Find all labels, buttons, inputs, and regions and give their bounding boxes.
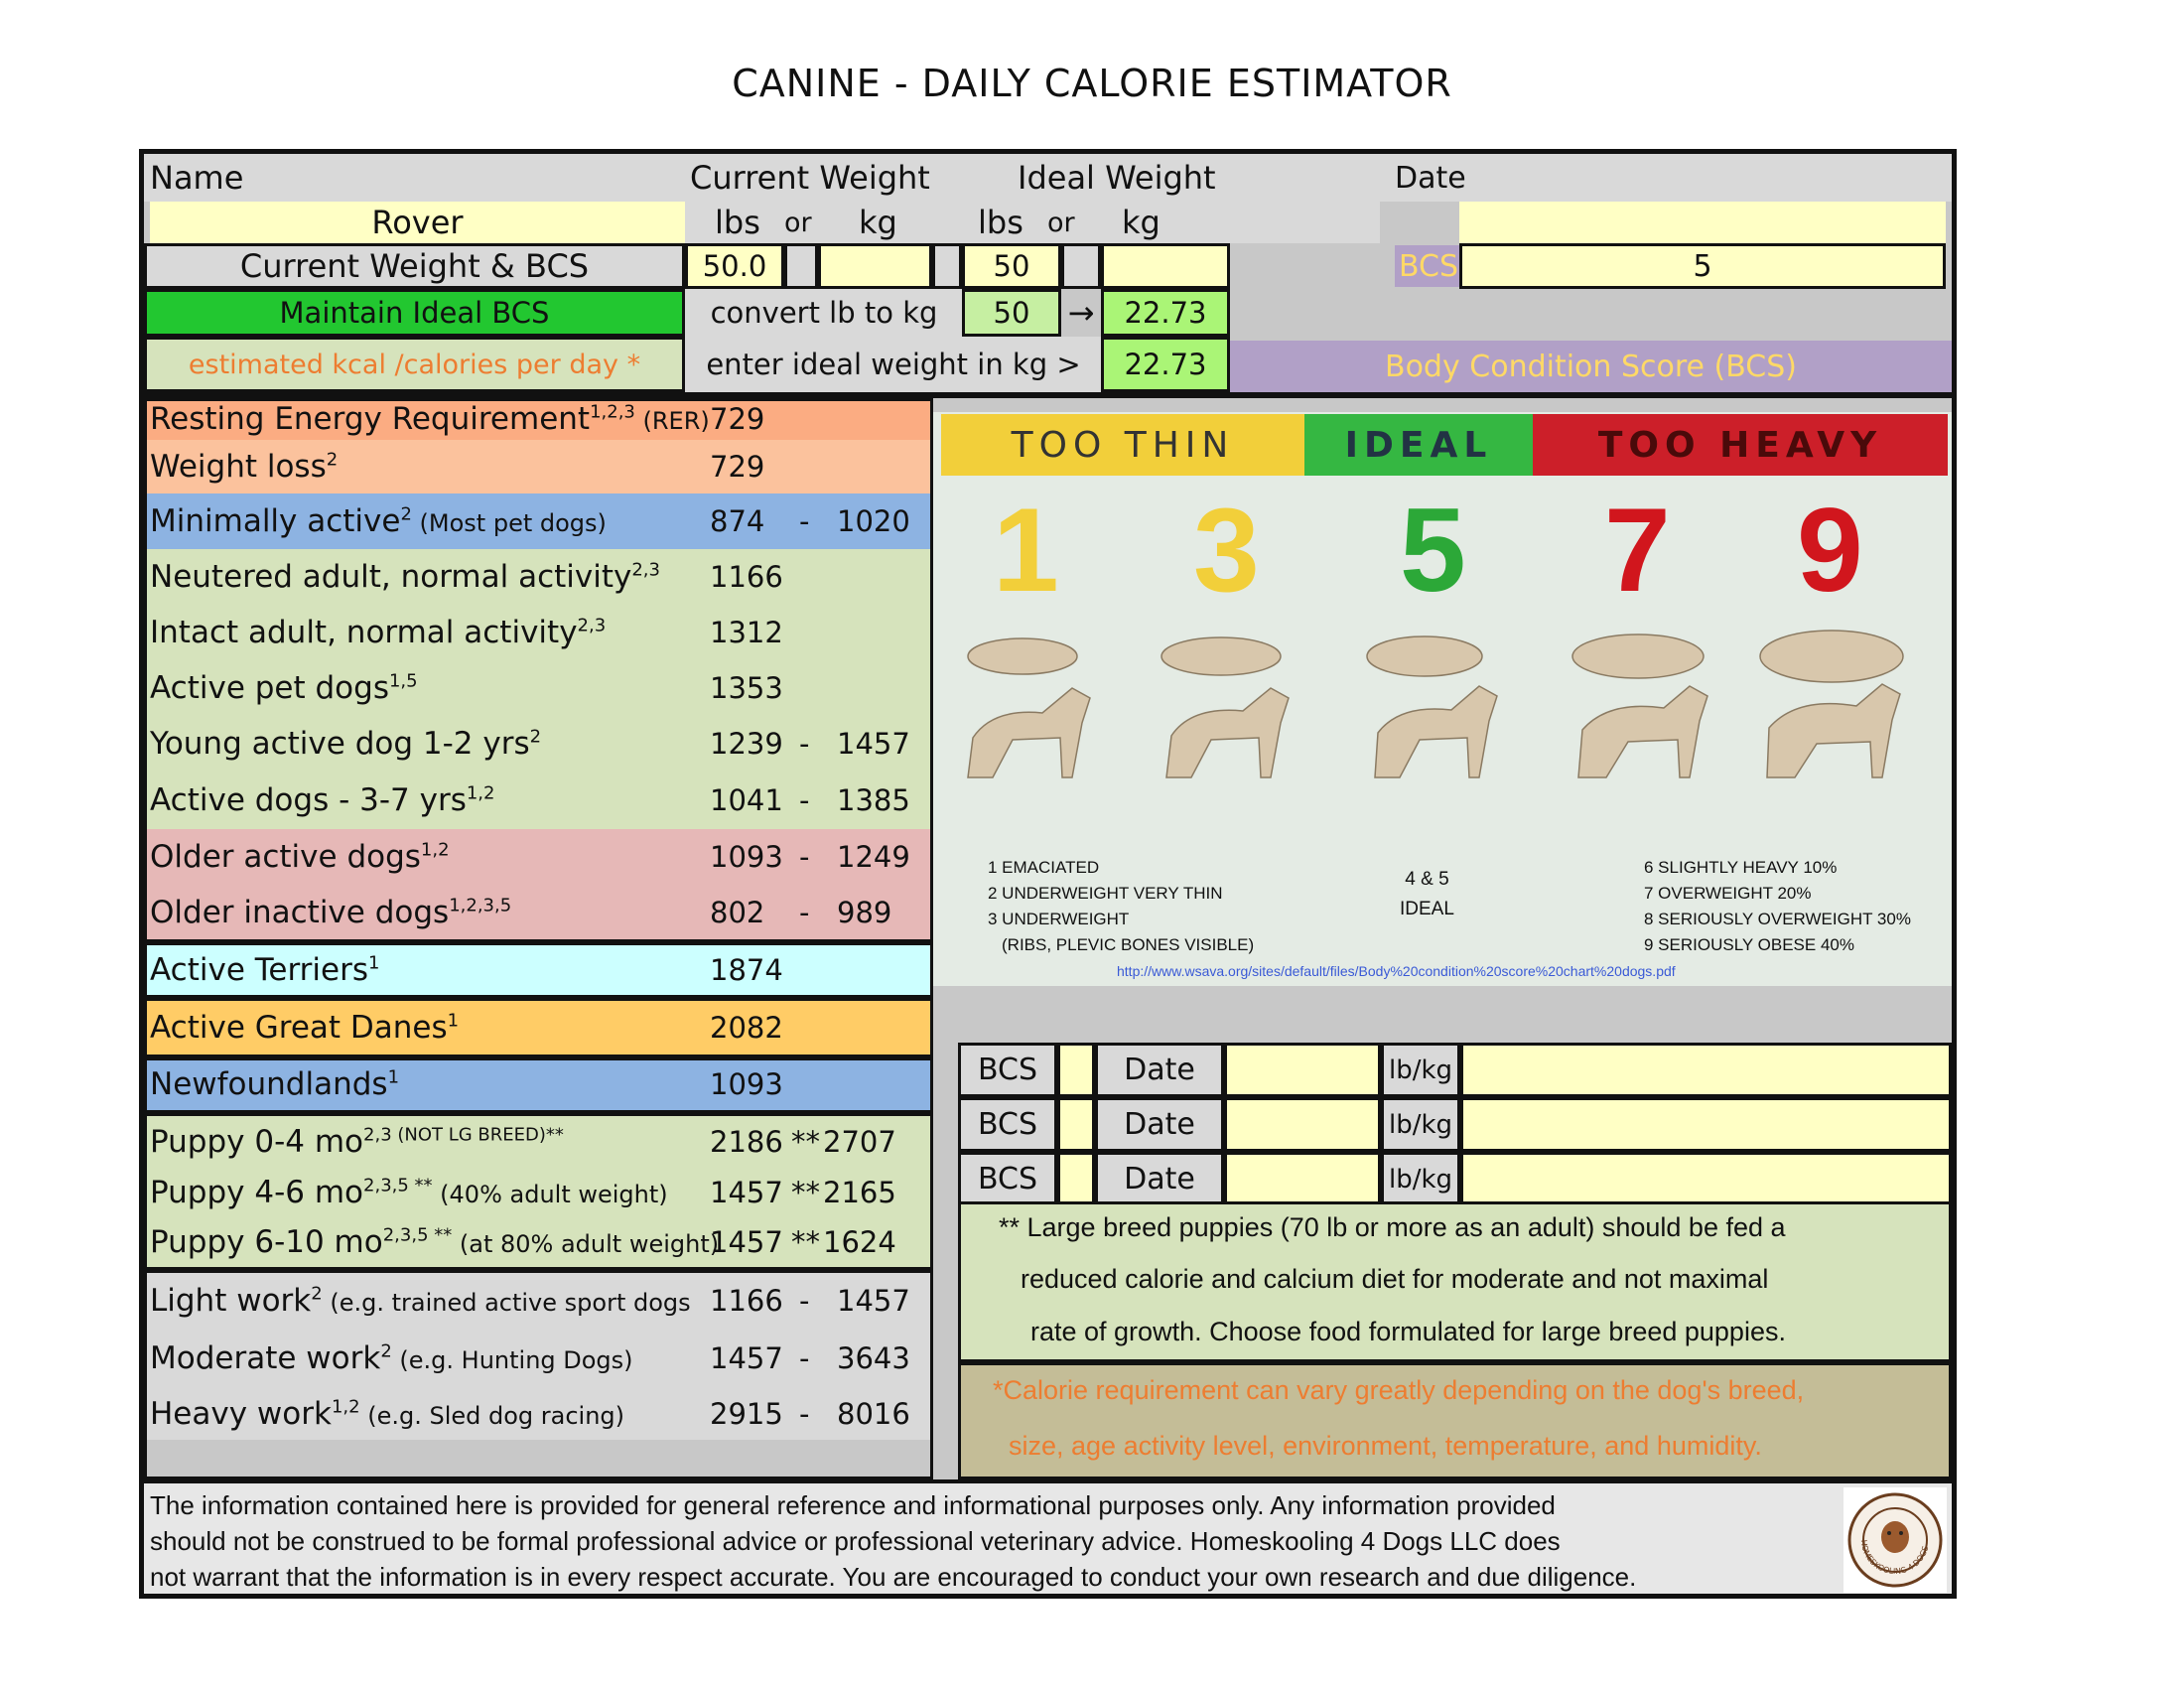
spacer: [784, 243, 818, 289]
row-label-footnote: 2: [529, 726, 542, 748]
row-low-value: 1457: [710, 1176, 783, 1209]
bcs-chart-title: Body Condition Score (BCS): [1230, 341, 1952, 392]
current-weight-kg-input[interactable]: [818, 243, 932, 289]
thin-notes: [988, 855, 1254, 958]
ideal-notes: [1400, 865, 1454, 924]
row-label-note: (at 80% adult weight): [452, 1230, 720, 1258]
row-separator: -: [799, 1284, 810, 1318]
note-line: 8 SERIOUSLY OVERWEIGHT 30%: [1644, 910, 1911, 928]
page-title: CANINE - DAILY CALORIE ESTIMATOR: [732, 62, 1452, 105]
row-group-border: [144, 398, 933, 942]
current-weight-label: Current Weight: [690, 159, 930, 197]
note-line: 1 EMACIATED: [988, 858, 1100, 877]
row-low-value: 1312: [710, 616, 783, 649]
note-line: 4 & 5: [1405, 869, 1449, 890]
note-line: rate of growth. Choose food formulated for large breed puppies.: [1030, 1317, 1786, 1346]
spacer: [932, 243, 962, 289]
row-separator: -: [799, 840, 810, 874]
row-separator: -: [799, 1397, 810, 1431]
row-label-note: (40% adult weight): [432, 1181, 668, 1208]
date-log-input[interactable]: [1224, 1097, 1381, 1152]
row-low-value: 1874: [710, 953, 783, 987]
bcs-log-row: [958, 1043, 1952, 1097]
too-heavy-header: TOO HEAVY: [1533, 414, 1948, 476]
row-separator: **: [791, 1176, 820, 1209]
row-label-text: Older inactive dogs: [150, 895, 450, 930]
dog-icon-5: [1367, 636, 1497, 777]
row-high-value: 1385: [837, 783, 910, 817]
row-label-footnote: 1,2: [420, 839, 450, 861]
ideal-weight-lbs-input[interactable]: 50: [962, 243, 1061, 289]
dog-icon-3: [1161, 637, 1289, 777]
unit-lbs: lbs: [978, 204, 1024, 241]
row-label-text: Moderate work: [150, 1340, 381, 1376]
weight-unit-label: lb/kg: [1381, 1152, 1460, 1206]
estimated-kcal-label: estimated kcal /calories per day *: [144, 337, 685, 392]
date-label: Date: [1395, 160, 1466, 196]
row-low-value: 1457: [710, 1225, 783, 1259]
score-1: 1: [993, 484, 1059, 617]
row-label-text: Puppy 6-10 mo: [150, 1224, 383, 1260]
ideal-header: IDEAL: [1304, 414, 1533, 476]
ideal-kg-input[interactable]: 22.73: [1101, 337, 1230, 392]
row-group-border: [144, 1113, 933, 1270]
bcs-log-input[interactable]: [1057, 1097, 1095, 1152]
note-line: (RIBS, PLEVIC BONES VISIBLE): [1002, 935, 1255, 954]
row-separator: -: [799, 783, 810, 817]
unit-lbs: lbs: [715, 204, 760, 241]
row-high-value: 1457: [837, 1284, 910, 1318]
row-label-text: Older active dogs: [150, 839, 421, 875]
row-low-value: 1457: [710, 1341, 783, 1375]
date-log-label: Date: [1095, 1043, 1224, 1097]
maintain-ideal-bcs-label: Maintain Ideal BCS: [144, 289, 685, 337]
disclaimer-line: not warrant that the information is in every respect accurate. You are encouraged to conduct your own research and due diligence.: [150, 1562, 1637, 1592]
row-label-footnote: 1: [387, 1066, 400, 1088]
row-low-value: 874: [710, 504, 765, 538]
row-label-footnote: 2,3,5 **: [382, 1224, 453, 1246]
score-7: 7: [1604, 484, 1671, 617]
dog-icon-7: [1572, 634, 1707, 777]
row-label-text: Puppy 4-6 mo: [150, 1175, 364, 1210]
disclaimer-line: The information contained here is provided for general reference and informational purposes only. Any information provided: [150, 1490, 1556, 1520]
row-label-text: Active Great Danes: [150, 1010, 448, 1046]
row-separator: -: [799, 1341, 810, 1375]
units-row: [685, 202, 1380, 243]
row-high-value: 989: [837, 896, 892, 929]
svg-text:HOMESKOOLING 4 DOGS: HOMESKOOLING 4 DOGS: [1858, 1539, 1931, 1577]
score-9: 9: [1797, 484, 1863, 617]
row-separator: -: [799, 727, 810, 761]
row-label-footnote: 2: [311, 1283, 323, 1305]
row-label-footnote: 1: [368, 952, 380, 974]
row-label-text: Heavy work: [150, 1396, 332, 1432]
date-log-input[interactable]: [1224, 1043, 1381, 1097]
spacer: [1061, 243, 1101, 289]
row-low-value: 1166: [710, 560, 783, 594]
row-label-footnote: 2,3: [631, 559, 660, 581]
dog-icon-1: [968, 638, 1090, 777]
weight-log-input[interactable]: [1460, 1152, 1952, 1206]
bcs-log-label: BCS: [958, 1152, 1057, 1206]
weight-log-input[interactable]: [1460, 1097, 1952, 1152]
ideal-weight-label: Ideal Weight: [1018, 159, 1216, 197]
note-line: 7 OVERWEIGHT 20%: [1644, 884, 1812, 903]
row-label-text: Resting Energy Requirement: [150, 401, 591, 437]
row-low-value: 1353: [710, 671, 783, 705]
row-label-text: Weight loss: [150, 449, 327, 485]
bcs-chart-image: [933, 412, 1952, 986]
row-label-text: Minimally active: [150, 503, 401, 539]
row-low-value: 1093: [710, 1067, 783, 1101]
row-high-value: 1020: [837, 504, 910, 538]
bcs-log-row: [958, 1152, 1952, 1206]
row-label-text: Active pet dogs: [150, 670, 389, 706]
row-label-note: (Most pet dogs): [411, 509, 607, 537]
note-line: size, age activity level, environment, temperature, and humidity.: [1009, 1431, 1762, 1461]
row-high-value: 1457: [837, 727, 910, 761]
dog-silhouettes: [933, 629, 1952, 837]
row-separator: -: [799, 896, 810, 929]
homeskooling-logo: [1843, 1487, 1947, 1593]
row-label-text: Young active dog 1-2 yrs: [150, 726, 530, 762]
weight-unit-label: lb/kg: [1381, 1097, 1460, 1152]
row-label-footnote: 1,2,3,5: [449, 895, 512, 916]
row-group-border: [144, 1270, 933, 1479]
row-high-value: 2165: [823, 1176, 896, 1209]
arrow-right-icon: →: [1067, 294, 1095, 332]
unit-kg: kg: [1122, 204, 1160, 241]
convert-label: convert lb to kg: [685, 289, 963, 337]
bcs-log-label: BCS: [958, 1043, 1057, 1097]
score-3: 3: [1193, 484, 1260, 617]
row-separator: -: [799, 504, 810, 538]
name-label: Name: [150, 159, 244, 197]
row-label-footnote: 1,5: [388, 670, 418, 692]
note-line: reduced calorie and calcium diet for moderate and not maximal: [1021, 1264, 1769, 1294]
convert-kg-output: 22.73: [1101, 289, 1230, 337]
date-log-label: Date: [1095, 1152, 1224, 1206]
row-group-border: [144, 942, 933, 998]
disclaimer: [144, 1479, 1952, 1594]
disclaimer-line: should not be construed to be formal professional advice or professional veterinary advice. Homeskooling 4 Dogs LLC does: [150, 1526, 1561, 1556]
heavy-notes: [1644, 855, 1911, 958]
bcs-label: BCS: [1395, 245, 1462, 287]
wsava-link[interactable]: http://www.wsava.org/sites/default/files/Body%20condition%20score%20chart%20dogs.pdf: [1117, 963, 1676, 979]
row-group-border: [144, 1057, 933, 1113]
row-label-note: (e.g. Hunting Dogs): [391, 1346, 633, 1374]
date-log-label: Date: [1095, 1097, 1224, 1152]
row-label-text: Newfoundlands: [150, 1066, 388, 1102]
row-separator: **: [791, 1125, 820, 1159]
bcs-log-row: [958, 1097, 1952, 1152]
weight-unit-label: lb/kg: [1381, 1043, 1460, 1097]
convert-lb-input[interactable]: 50: [962, 289, 1061, 337]
row-low-value: 2082: [710, 1011, 783, 1045]
row-label-footnote: 2: [326, 449, 339, 471]
row-high-value: 2707: [823, 1125, 896, 1159]
row-label-text: Active dogs - 3-7 yrs: [150, 782, 467, 818]
dog-icon-9: [1760, 631, 1903, 777]
row-label-footnote: 1: [447, 1010, 460, 1032]
current-weight-bcs-label: Current Weight & BCS: [144, 243, 685, 289]
note-line: 9 SERIOUSLY OBESE 40%: [1644, 935, 1854, 954]
row-low-value: 729: [710, 450, 765, 484]
row-label-note: (e.g. Sled dog racing): [359, 1402, 625, 1430]
row-label-footnote: 1,2: [331, 1396, 360, 1418]
row-label-text: Puppy 0-4 mo: [150, 1124, 364, 1160]
bcs-log-input[interactable]: [1057, 1043, 1095, 1097]
row-separator: **: [791, 1225, 820, 1259]
row-low-value: 2915: [710, 1397, 783, 1431]
calorie-variability-note: [958, 1362, 1952, 1479]
row-low-value: 1093: [710, 840, 783, 874]
row-low-value: 729: [710, 402, 765, 436]
row-low-value: 1239: [710, 727, 783, 761]
row-low-value: 2186: [710, 1125, 783, 1159]
row-label-footnote: 2: [400, 503, 412, 525]
row-label-footnote: 1,2: [466, 782, 495, 804]
row-low-value: 802: [710, 896, 765, 929]
row-low-value: 1041: [710, 783, 783, 817]
bcs-log-input[interactable]: [1057, 1152, 1095, 1206]
date-log-input[interactable]: [1224, 1152, 1381, 1206]
enter-ideal-weight-label: enter ideal weight in kg >: [685, 337, 1102, 392]
ideal-weight-kg-input[interactable]: [1101, 243, 1230, 289]
bcs-input[interactable]: 5: [1459, 243, 1946, 289]
large-breed-puppy-note: [958, 1201, 1952, 1362]
score-5: 5: [1400, 484, 1466, 617]
note-line: 6 SLIGHTLY HEAVY 10%: [1644, 858, 1838, 877]
note-line: ** Large breed puppies (70 lb or more as an adult) should be fed a: [999, 1212, 1786, 1242]
current-weight-lbs-input[interactable]: 50.0: [685, 243, 784, 289]
unit-or: or: [784, 207, 812, 238]
row-label-text: Intact adult, normal activity: [150, 615, 578, 650]
disclaimer-text: [150, 1487, 1636, 1594]
weight-log-input[interactable]: [1460, 1043, 1952, 1097]
name-input[interactable]: Rover: [150, 202, 685, 243]
date-input[interactable]: [1459, 202, 1946, 243]
row-label-footnote: 2: [380, 1340, 392, 1362]
unit-or: or: [1047, 207, 1075, 238]
row-label-footnote: 2,3: [577, 615, 607, 636]
row-high-value: 3643: [837, 1341, 910, 1375]
row-label-text: Neutered adult, normal activity: [150, 559, 632, 595]
row-high-value: 1624: [823, 1225, 896, 1259]
bcs-log-label: BCS: [958, 1097, 1057, 1152]
row-label-footnote: 2,3,5 **: [363, 1175, 433, 1196]
row-high-value: 8016: [837, 1397, 910, 1431]
row-label-text: Light work: [150, 1283, 312, 1319]
row-high-value: 1249: [837, 840, 910, 874]
row-label-footnote: 2,3 (NOT LG BREED)**: [363, 1124, 564, 1146]
row-label-note: (e.g. trained active sport dogs: [322, 1289, 691, 1317]
too-thin-header: TOO THIN: [941, 414, 1304, 476]
row-label-footnote: 1,2,3: [590, 401, 635, 423]
row-label-text: Active Terriers: [150, 952, 369, 988]
note-line: 2 UNDERWEIGHT VERY THIN: [988, 884, 1223, 903]
note-line: IDEAL: [1400, 899, 1454, 919]
note-line: *Calorie requirement can vary greatly depending on the dog's breed,: [993, 1375, 1805, 1405]
calorie-estimator-form: [139, 149, 1957, 1599]
note-line: 3 UNDERWEIGHT: [988, 910, 1130, 928]
row-low-value: 1166: [710, 1284, 783, 1318]
row-group-border: [144, 998, 933, 1057]
unit-kg: kg: [859, 204, 897, 241]
row-label-note: (RER): [634, 407, 710, 435]
